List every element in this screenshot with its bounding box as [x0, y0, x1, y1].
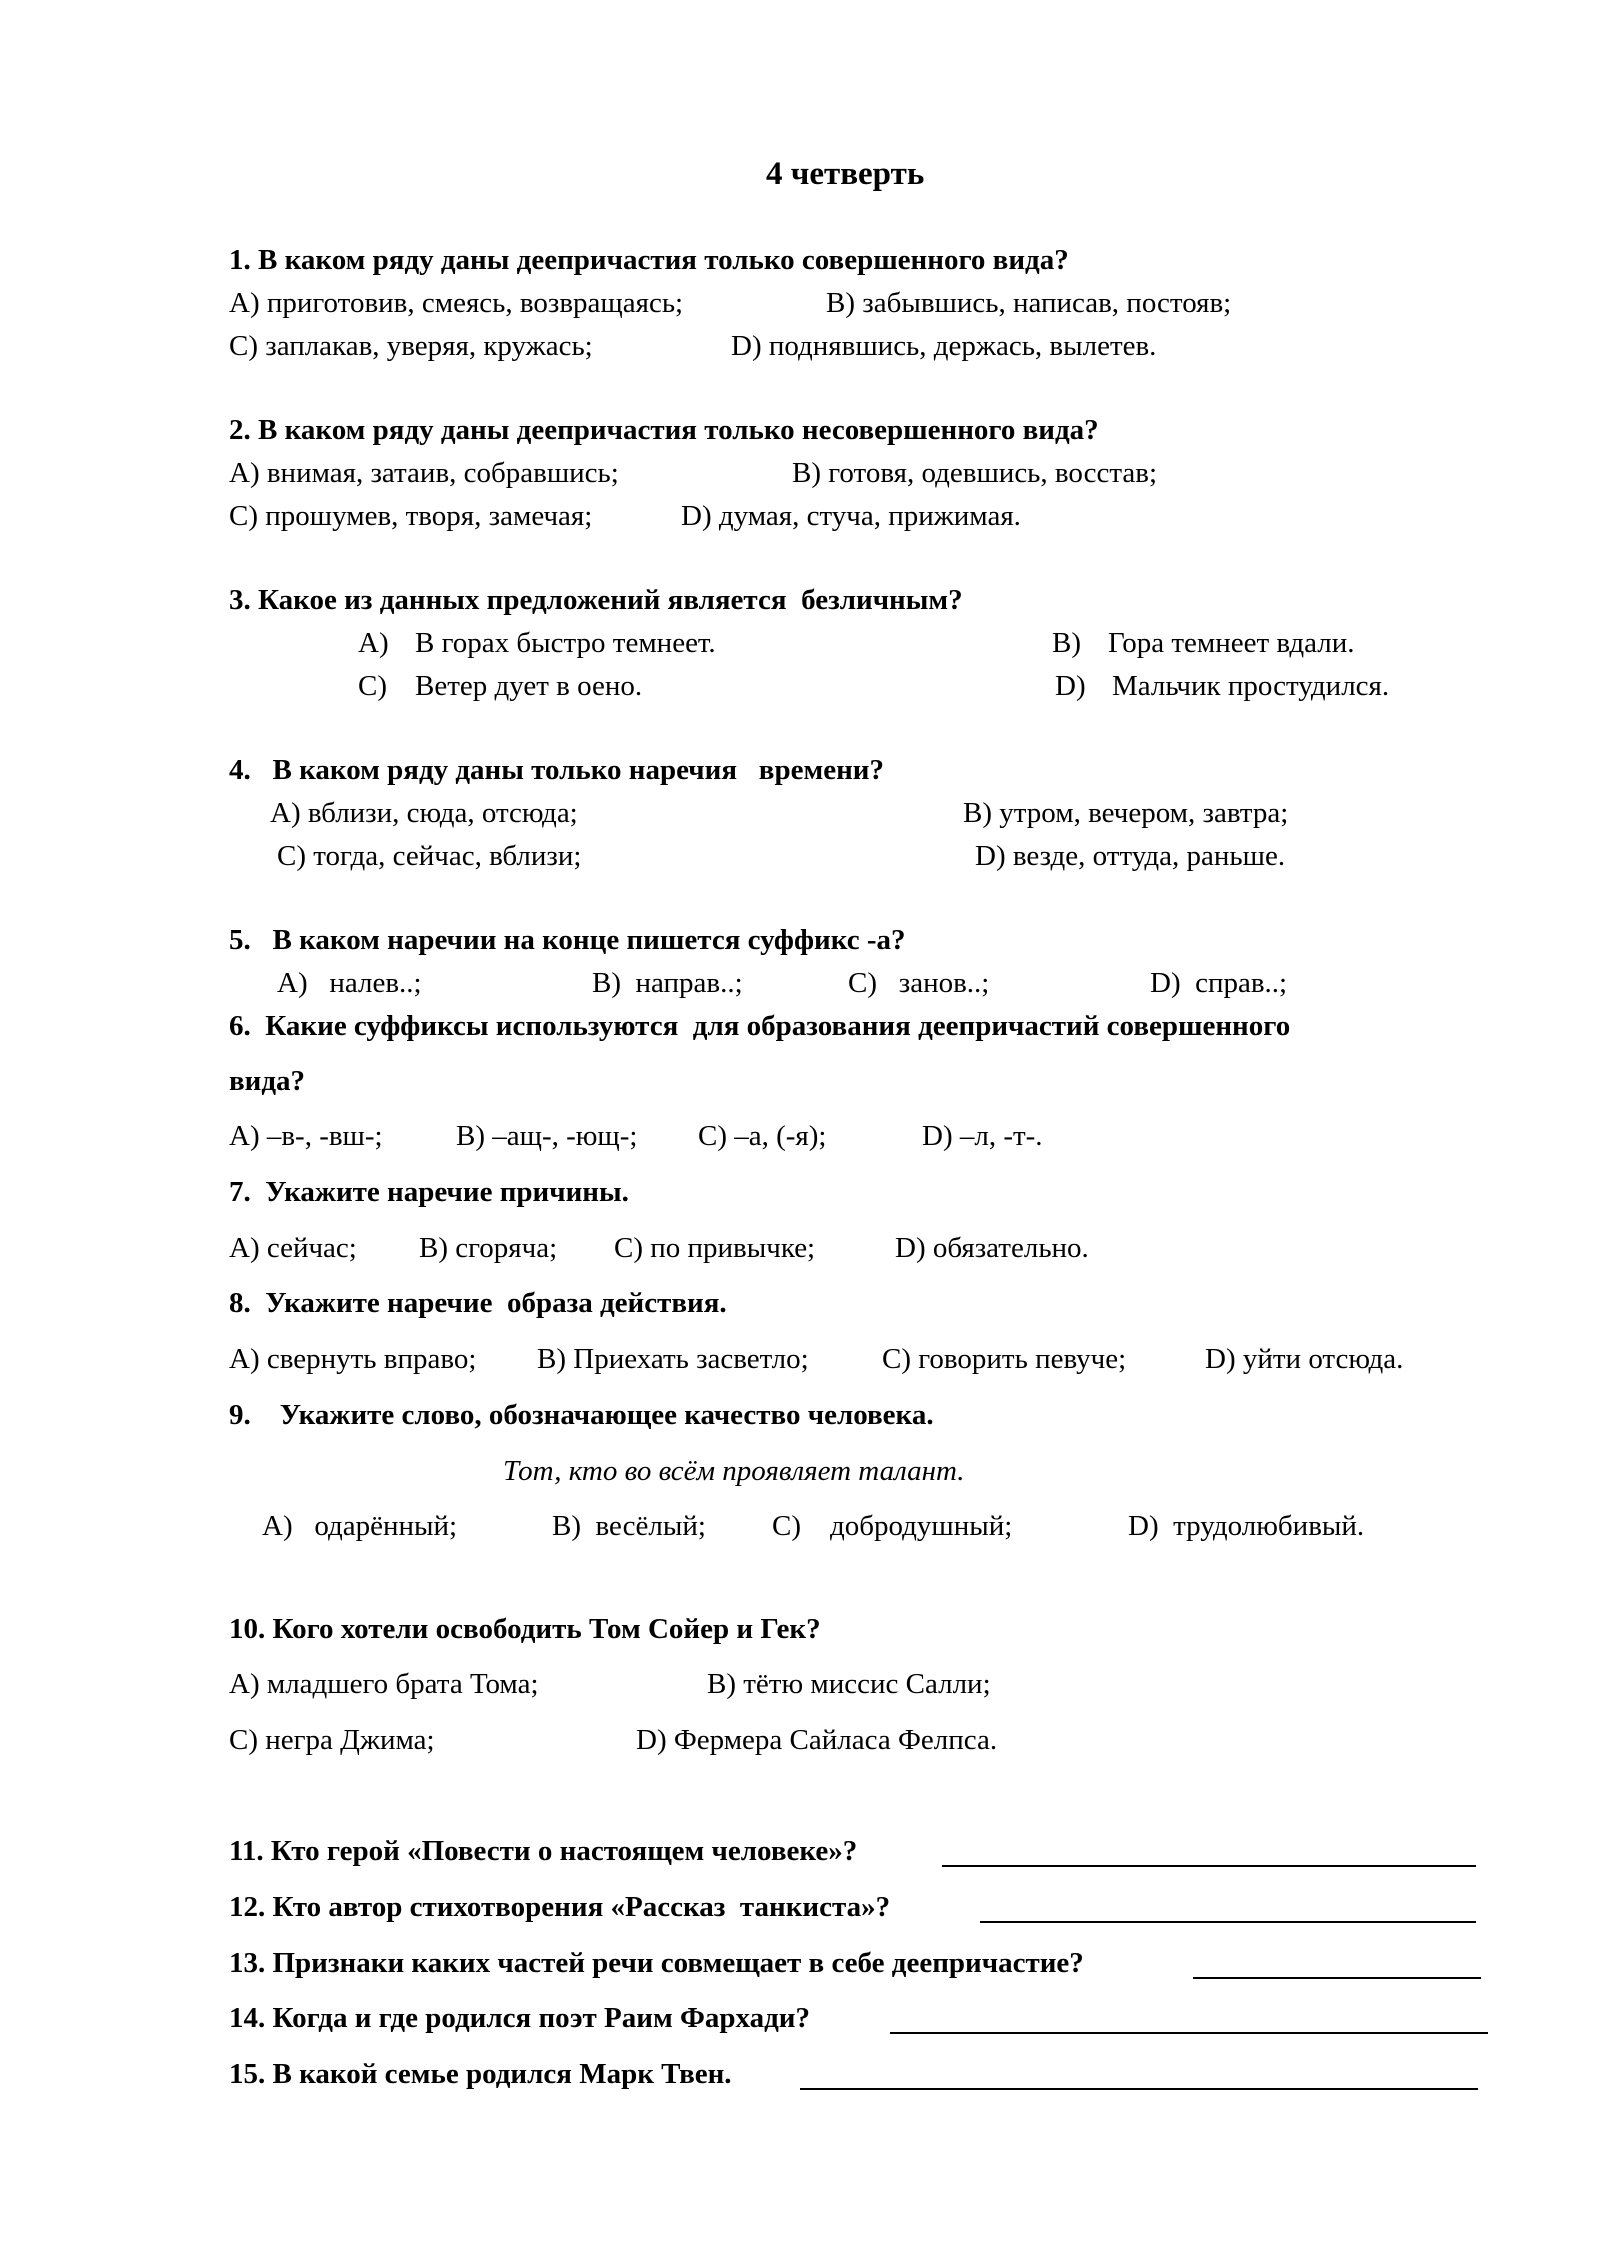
question-10: 10. Кого хотели освободить Том Сойер и Гек?	[229, 1613, 821, 1645]
q2-option-c: С) прошумев, творя, замечая;	[229, 500, 593, 532]
question-14: 14. Когда и где родился поэт Раим Фархади?	[229, 2002, 811, 2034]
q5-option-b: В) направ..;	[592, 967, 743, 999]
q10-option-b: В) тётю миссис Салли;	[707, 1668, 991, 1700]
q2-option-a: А) внимая, затаив, собравшись;	[229, 457, 619, 489]
q4-option-b: В) утром, вечером, завтра;	[963, 797, 1289, 829]
q9-option-d: D) трудолюбивый.	[1128, 1510, 1365, 1542]
page-title: 4 четверть	[766, 156, 925, 192]
q8-option-c: С) говорить певуче;	[882, 1343, 1127, 1375]
q1-option-a: А) приготовив, смеясь, возвращаясь;	[229, 287, 684, 319]
q7-option-a: А) сейчас;	[229, 1232, 357, 1264]
q3-option-b: Гора темнеет вдали.	[1108, 627, 1355, 659]
q6-option-d: D) –л, -т-.	[922, 1120, 1043, 1152]
q7-option-c: С) по привычке;	[614, 1232, 816, 1264]
answer-line-15[interactable]	[800, 2088, 1478, 2090]
q4-option-c: С) тогда, сейчас, вблизи;	[277, 840, 582, 872]
q9-option-c: С) добродушный;	[772, 1510, 1013, 1542]
question-3: 3. Какое из данных предложений является безличным?	[229, 584, 963, 616]
question-5: 5. В каком наречии на конце пишется суффикс -а?	[229, 924, 906, 956]
q7-option-b: В) сгоряча;	[419, 1232, 558, 1264]
q4-option-d: D) везде, оттуда, раньше.	[975, 840, 1286, 872]
q8-option-b: В) Приехать засветло;	[537, 1343, 809, 1375]
q9-option-a: А) одарённый;	[262, 1510, 458, 1542]
q5-option-d: D) справ..;	[1150, 967, 1288, 999]
q6-option-a: А) –в-, -вш-;	[229, 1120, 383, 1152]
q4-option-a: А) вблизи, сюда, отсюда;	[270, 797, 578, 829]
answer-line-14[interactable]	[890, 2032, 1488, 2034]
q10-option-a: А) младшего брата Тома;	[229, 1668, 539, 1700]
q8-option-a: А) свернуть вправо;	[229, 1343, 477, 1375]
question-6: 6. Какие суффиксы используются для образования деепричастий совершенного	[229, 1010, 1291, 1042]
q7-option-d: D) обязательно.	[895, 1232, 1089, 1264]
q5-option-c: С) занов..;	[848, 967, 990, 999]
answer-line-12[interactable]	[980, 1921, 1476, 1923]
question-11: 11. Кто герой «Повести о настоящем человеке»?	[229, 1835, 858, 1867]
q3-option-c: Ветер дует в оено.	[415, 670, 643, 702]
q8-option-d: D) уйти отсюда.	[1205, 1343, 1404, 1375]
q1-option-c: С) заплакав, уверяя, кружась;	[229, 330, 593, 362]
q3-option-a-letter: А)	[358, 627, 389, 659]
answer-line-13[interactable]	[1193, 1977, 1481, 1979]
q3-option-b-letter: В)	[1052, 627, 1081, 659]
q3-option-a: В горах быстро темнеет.	[415, 627, 716, 659]
question-12: 12. Кто автор стихотворения «Рассказ танкиста»?	[229, 1891, 891, 1923]
q6-option-b: В) –ащ-, -ющ-;	[456, 1120, 638, 1152]
question-13: 13. Признаки каких частей речи совмещает в себе деепричастие?	[229, 1947, 1084, 1979]
answer-line-11[interactable]	[942, 1865, 1476, 1867]
question-2: 2. В каком ряду даны деепричастия только несовершенного вида?	[229, 414, 1099, 446]
question-1: 1. В каком ряду даны деепричастия только совершенного вида?	[229, 244, 1069, 276]
q9-hint: Тот, кто во всём проявляет талант.	[503, 1455, 965, 1487]
q3-option-d-letter: D)	[1055, 670, 1086, 702]
q2-option-b: В) готовя, одевшись, восстав;	[792, 457, 1158, 489]
question-7: 7. Укажите наречие причины.	[229, 1176, 629, 1208]
q1-option-b: В) забывшись, написав, постояв;	[826, 287, 1232, 319]
q6-option-c: С) –а, (-я);	[698, 1120, 827, 1152]
q5-option-a: А) налев..;	[277, 967, 422, 999]
question-6-continued: вида?	[229, 1065, 306, 1097]
question-8: 8. Укажите наречие образа действия.	[229, 1287, 727, 1319]
q9-option-b: В) весёлый;	[552, 1510, 706, 1542]
q10-option-c: С) негра Джима;	[229, 1724, 435, 1756]
q2-option-d: D) думая, стуча, прижимая.	[681, 500, 1021, 532]
q3-option-c-letter: С)	[358, 670, 387, 702]
q1-option-d: D) поднявшись, держась, вылетев.	[731, 330, 1157, 362]
question-9: 9. Укажите слово, обозначающее качество человека.	[229, 1399, 934, 1431]
question-15: 15. В какой семье родился Марк Твен.	[229, 2058, 732, 2090]
question-4: 4. В каком ряду даны только наречия времени?	[229, 754, 885, 786]
q3-option-d: Мальчик простудился.	[1112, 670, 1390, 702]
q10-option-d: D) Фермера Сайласа Фелпса.	[636, 1724, 998, 1756]
